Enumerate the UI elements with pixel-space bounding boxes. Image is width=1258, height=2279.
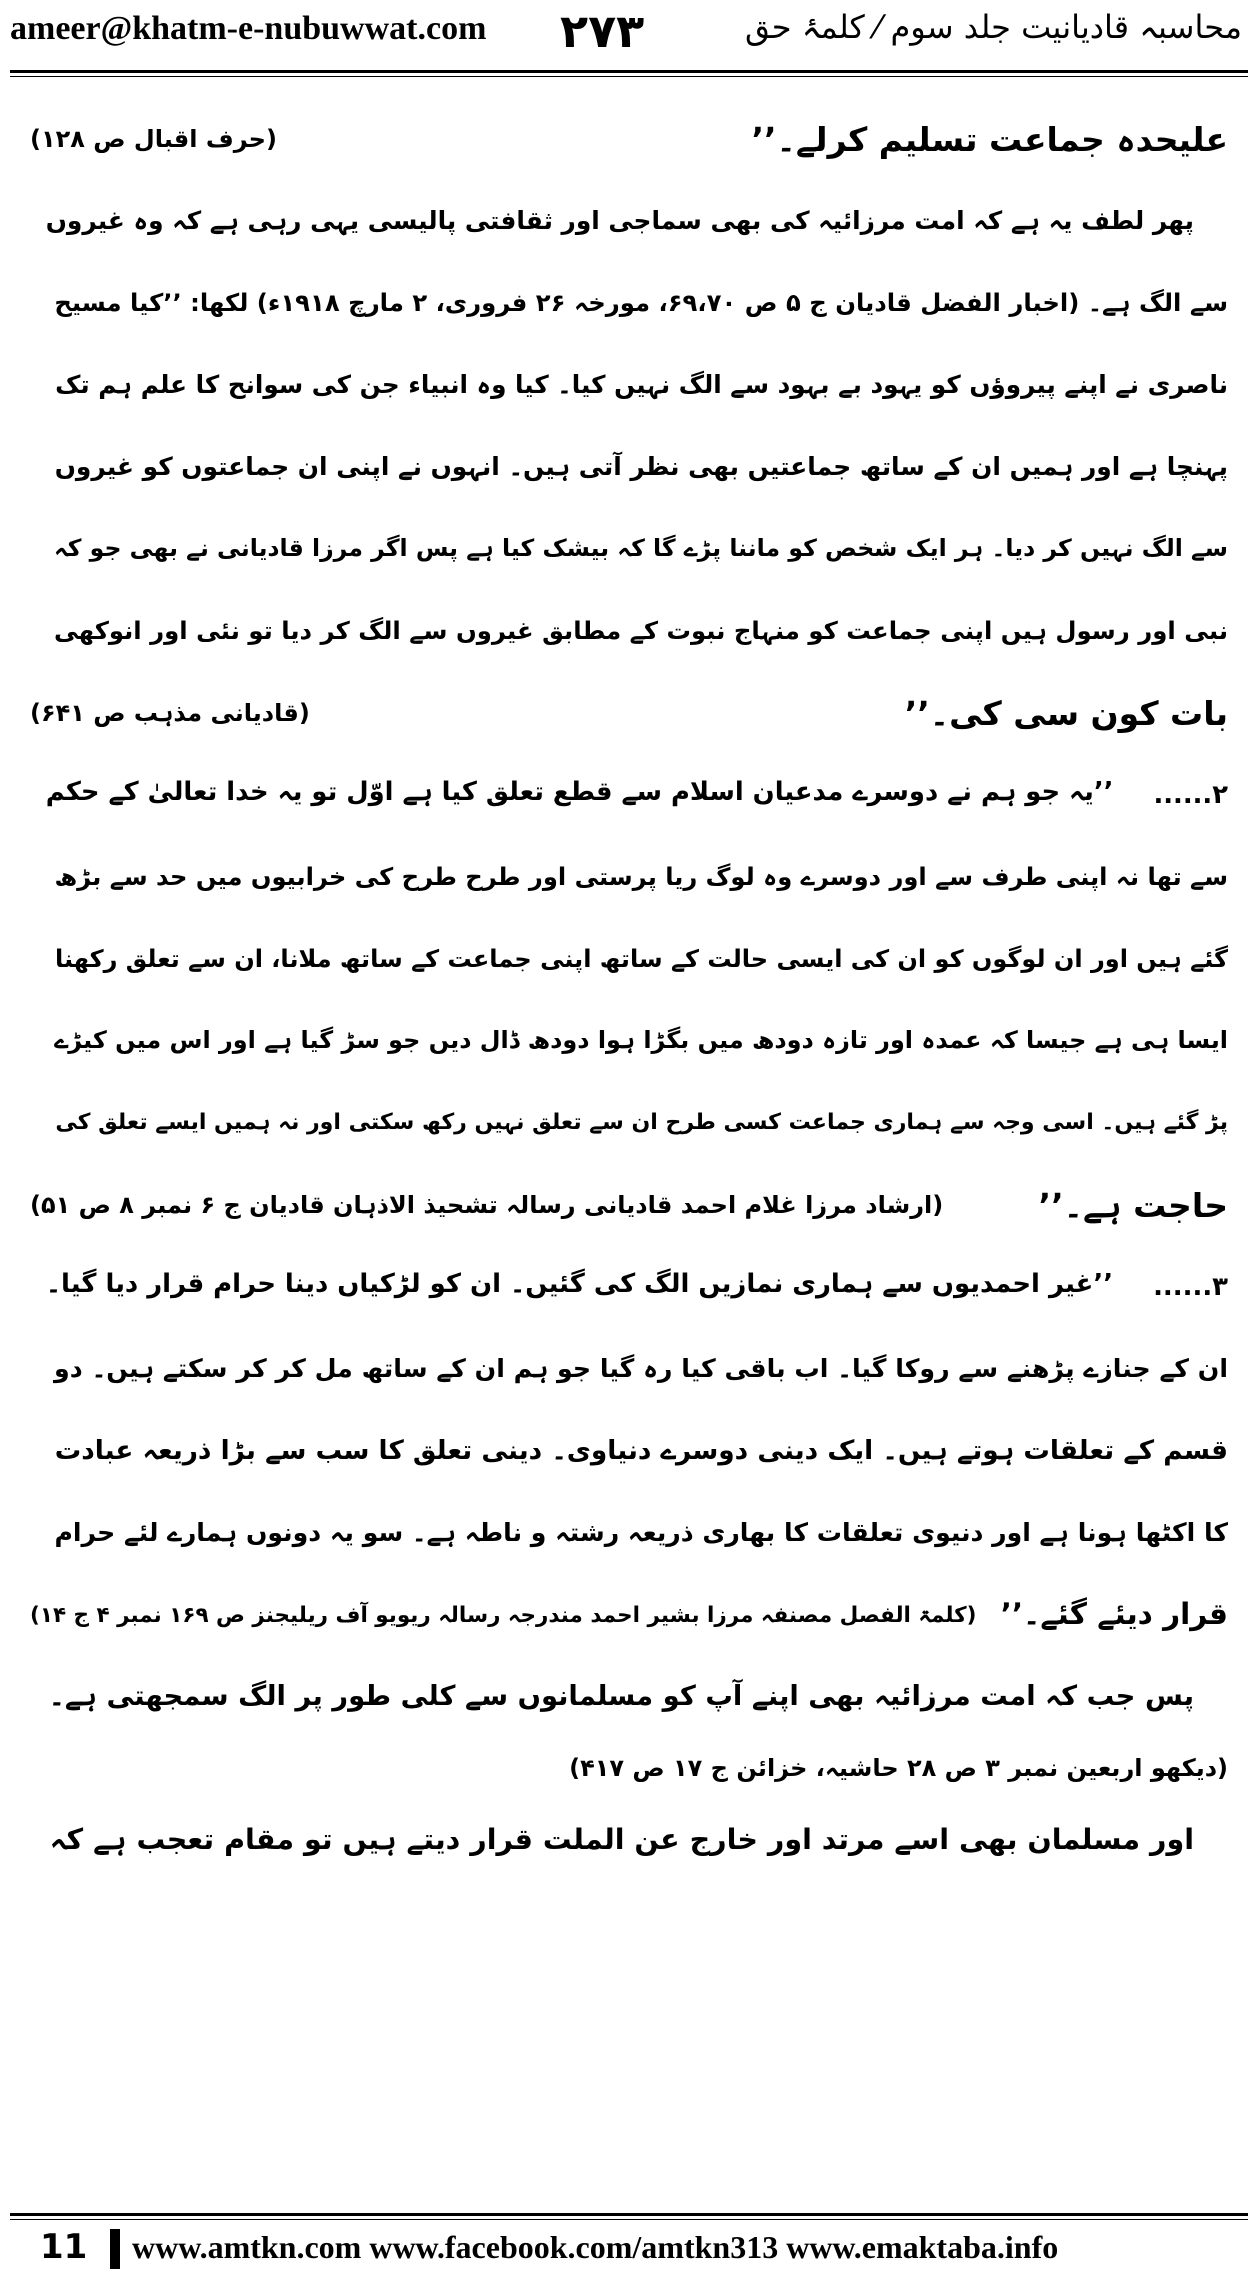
- book-title: محاسبہ قادیانیت جلد سوم ⁄ کلمۂ حق: [745, 8, 1242, 46]
- line-text: ’’غیر احمدیوں سے ہماری نمازیں الگ کی گئیں۔ ان کو لڑکیاں دینا حرام قرار دیا گیا۔: [45, 1269, 1114, 1299]
- page-header: [0, 0, 1258, 72]
- text-line: [30, 1656, 1228, 1738]
- line-text: پہنچا ہے اور ہمیں ان کے ساتھ جماعتیں بھی نظر آتی ہیں۔ انہوں نے اپنی ان جماعتوں کو غیروں: [54, 451, 1228, 481]
- line-text: ’’یہ جو ہم نے دوسرے مدعیان اسلام سے قطع تعلق کیا ہے اوّل تو یہ خدا تعالیٰ کے حکم: [45, 777, 1114, 807]
- citation: (کلمۃ الفصل مصنفہ مرزا بشیر احمد مندرجہ رسالہ ریویو آف ریلیجنز ص ۱۶۹ نمبر ۴ ج ۱۴): [30, 1602, 977, 1628]
- text-line: [30, 918, 1228, 1000]
- text-line: [30, 98, 1228, 180]
- line-text: حاجت ہے۔’’: [1038, 1185, 1228, 1225]
- text-line: [30, 1574, 1228, 1656]
- page-number: ۲۷۳: [560, 4, 645, 58]
- text-line: [30, 1164, 1228, 1246]
- line-text: بات کون سی کی۔’’: [904, 693, 1228, 733]
- line-text: علیحدہ جماعت تسلیم کرلے۔’’: [751, 119, 1228, 159]
- text-line: [30, 1246, 1228, 1328]
- footer-links: www.amtkn.com www.facebook.com/amtkn313 www.emaktaba.info: [132, 2229, 1059, 2265]
- footer-rule-thin: [10, 2219, 1248, 2220]
- text-line: [30, 180, 1228, 262]
- text-line: [30, 508, 1228, 590]
- line-text: اور مسلمان بھی اسے مرتد اور خارج عن الملت قرار دیتے ہیں تو مقام تعجب ہے کہ: [49, 1821, 1194, 1856]
- numbered-quote: [45, 1269, 1228, 1302]
- citation-line: [30, 1738, 1228, 1798]
- line-text: قرار دیئے گئے۔’’: [1000, 1597, 1228, 1632]
- text-line: [30, 262, 1228, 344]
- text-line: [30, 426, 1228, 508]
- line-text: ناصری نے اپنے پیروؤں کو یہود بے بہود سے الگ نہیں کیا۔ کیا وہ انبیاء جن کی سوانح کا علم ہم تک: [55, 369, 1228, 399]
- page-body: [30, 98, 1228, 1880]
- line-text: ایسا ہی ہے جیسا کہ عمدہ اور تازہ دودھ میں بگڑا ہوا دودھ ڈال دیں جو سڑ گیا ہے اور اس میں کیڑے: [54, 1026, 1228, 1055]
- text-line: [30, 1410, 1228, 1492]
- text-line: [30, 1328, 1228, 1410]
- text-line: [30, 590, 1228, 672]
- citation: (ارشاد مرزا غلام احمد قادیانی رسالہ تشحیذ الاذہان قادیان ج ۶ نمبر ۸ ص ۵۱): [30, 1191, 944, 1219]
- text-line: [30, 1082, 1228, 1164]
- text-line: [30, 836, 1228, 918]
- line-text: قسم کے تعلقات ہوتے ہیں۔ ایک دینی دوسرے دنیاوی۔ دینی تعلق کا سب سے بڑا ذریعہ عبادت: [54, 1435, 1228, 1466]
- text-line: [30, 1798, 1228, 1880]
- volume-number: 11: [40, 2227, 88, 2267]
- text-line: [30, 672, 1228, 754]
- line-text: پھر لطف یہ ہے کہ امت مرزائیہ کی بھی سماجی اور ثقافتی پالیسی یہی رہی ہے کہ وہ غیروں: [45, 205, 1194, 235]
- citation: (حرف اقبال ص ۱۲۸): [30, 125, 277, 153]
- line-text: ان کے جنازے پڑھنے سے روکا گیا۔ اب باقی کیا رہ گیا جو ہم ان کے ساتھ مل کر کر سکتے ہیں۔ دو: [54, 1354, 1228, 1384]
- line-text: سے الگ نہیں کر دیا۔ ہر ایک شخص کو ماننا پڑے گا کہ بیشک کیا ہے پس اگر مرزا قادیانی نے بھی جو کہ: [53, 534, 1228, 563]
- text-line: [30, 1000, 1228, 1082]
- line-text: گئے ہیں اور ان لوگوں کو ان کی ایسی حالت کے ساتھ اپنی جماعت کے ساتھ ملانا، ان سے تعلق رکھنا: [54, 944, 1228, 973]
- item-number: ۲......: [1153, 780, 1228, 810]
- text-line: [30, 344, 1228, 426]
- citation: (قادیانی مذہب ص ۶۴۱): [30, 699, 310, 727]
- item-number: ۳......: [1153, 1272, 1228, 1302]
- header-email: ameer@khatm-e-nubuwwat.com: [10, 10, 487, 47]
- footer-rule: [10, 2213, 1248, 2216]
- line-text: کا اکٹھا ہونا ہے اور دنیوی تعلقات کا بھاری ذریعہ رشتہ و ناطہ ہے۔ سو یہ دونوں ہمارے لئے حرام: [54, 1518, 1228, 1548]
- footer-bar: [110, 2229, 120, 2269]
- line-text: نبی اور رسول ہیں اپنی جماعت کو منہاج نبوت کے مطابق غیروں سے الگ کر دیا تو نئی اور انوکھی: [53, 615, 1228, 645]
- header-rule: [10, 70, 1248, 73]
- page-footer: [0, 2213, 1258, 2279]
- numbered-quote: [45, 777, 1228, 810]
- line-text: پڑ گئے ہیں۔ اسی وجہ سے ہماری جماعت کسی طرح ان سے تعلق نہیں رکھ سکتی اور نہ ہمیں ایسے تعلق کی: [55, 1109, 1228, 1135]
- line-text: پس جب کہ امت مرزائیہ بھی اپنے آپ کو مسلمانوں سے کلی طور پر الگ سمجھتی ہے۔: [48, 1681, 1194, 1713]
- citation: (دیکھو اربعین نمبر ۳ ص ۲۸ حاشیہ، خزائن ج ۱۷ ص ۴۱۷): [569, 1754, 1228, 1782]
- text-line: [30, 754, 1228, 836]
- header-rule-thin: [10, 76, 1248, 77]
- text-line: [30, 1492, 1228, 1574]
- line-text: سے الگ ہے۔ (اخبار الفضل قادیان ج ۵ ص ۶۹،۷۰، مورخہ ۲۶ فروری، ۲ مارچ ۱۹۱۸ء) لکھا: ’’کیا مسیح: [54, 287, 1228, 317]
- line-text: سے تھا نہ اپنی طرف سے اور دوسرے وہ لوگ ریا پرستی اور طرح طرح کی خرابیوں میں حد سے بڑھ: [54, 862, 1228, 891]
